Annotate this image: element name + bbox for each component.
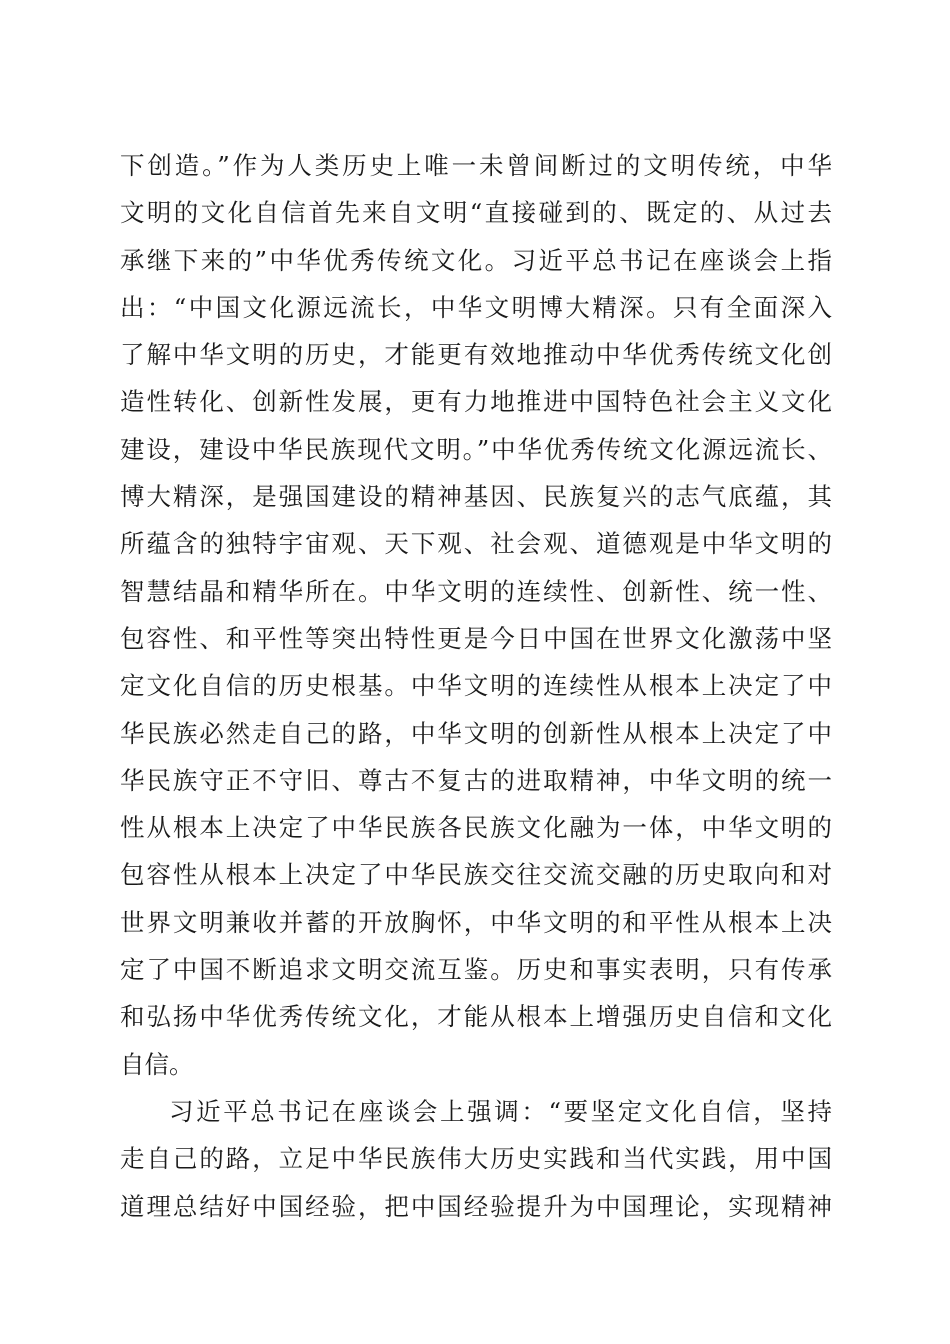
text-line: 承继下来的”中华优秀传统文化。习近平总书记在座谈会上指 — [120, 245, 832, 275]
text-line: 所蕴含的独特宇宙观、天下观、社会观、道德观是中华文明的 — [120, 529, 832, 559]
text-line: 定了中国不断追求文明交流互鉴。历史和事实表明，只有传承 — [120, 955, 832, 985]
text-line: 造性转化、创新性发展，更有力地推进中国特色社会主义文化 — [120, 387, 832, 417]
text-line: 文明的文化自信首先来自文明“直接碰到的、既定的、从过去 — [120, 198, 832, 228]
text-line: 了解中华文明的历史，才能更有效地推动中华优秀传统文化创 — [120, 340, 832, 370]
text-line: 博大精深，是强国建设的精神基因、民族复兴的志气底蕴，其 — [120, 482, 832, 512]
text-line: 建设，建设中华民族现代文明。”中华优秀传统文化源远流长、 — [120, 434, 832, 464]
text-line: 定文化自信的历史根基。中华文明的连续性从根本上决定了中 — [120, 671, 832, 701]
text-line: 道理总结好中国经验，把中国经验提升为中国理论，实现精神 — [120, 1191, 832, 1221]
text-line: 下创造。”作为人类历史上唯一未曾间断过的文明传统，中华 — [120, 151, 832, 180]
text-line: 包容性从根本上决定了中华民族交往交流交融的历史取向和对 — [120, 860, 832, 890]
text-line: 华民族必然走自己的路，中华文明的创新性从根本上决定了中 — [120, 718, 832, 748]
text-line: 包容性、和平性等突出特性更是今日中国在世界文化激荡中坚 — [120, 623, 832, 653]
paragraph-1 — [120, 142, 832, 1088]
text-line: 和弘扬中华优秀传统文化，才能从根本上增强历史自信和文化 — [120, 1002, 832, 1032]
text-line: 性从根本上决定了中华民族各民族文化融为一体，中华文明的 — [120, 813, 832, 843]
document-body — [120, 142, 832, 1230]
text-line: 世界文明兼收并蓄的开放胸怀，中华文明的和平性从根本上决 — [120, 907, 832, 937]
paragraph-2 — [120, 1088, 832, 1230]
text-line: 出：“中国文化源远流长，中华文明博大精深。只有全面深入 — [120, 292, 832, 322]
text-line: 自信。 — [120, 1049, 194, 1079]
text-line: 走自己的路，立足中华民族伟大历史实践和当代实践，用中国 — [120, 1144, 832, 1174]
text-line: 习近平总书记在座谈会上强调：“要坚定文化自信，坚持 — [169, 1096, 832, 1126]
text-line: 智慧结晶和精华所在。中华文明的连续性、创新性、统一性、 — [120, 576, 832, 606]
text-line: 华民族守正不守旧、尊古不复古的进取精神，中华文明的统一 — [120, 765, 832, 795]
